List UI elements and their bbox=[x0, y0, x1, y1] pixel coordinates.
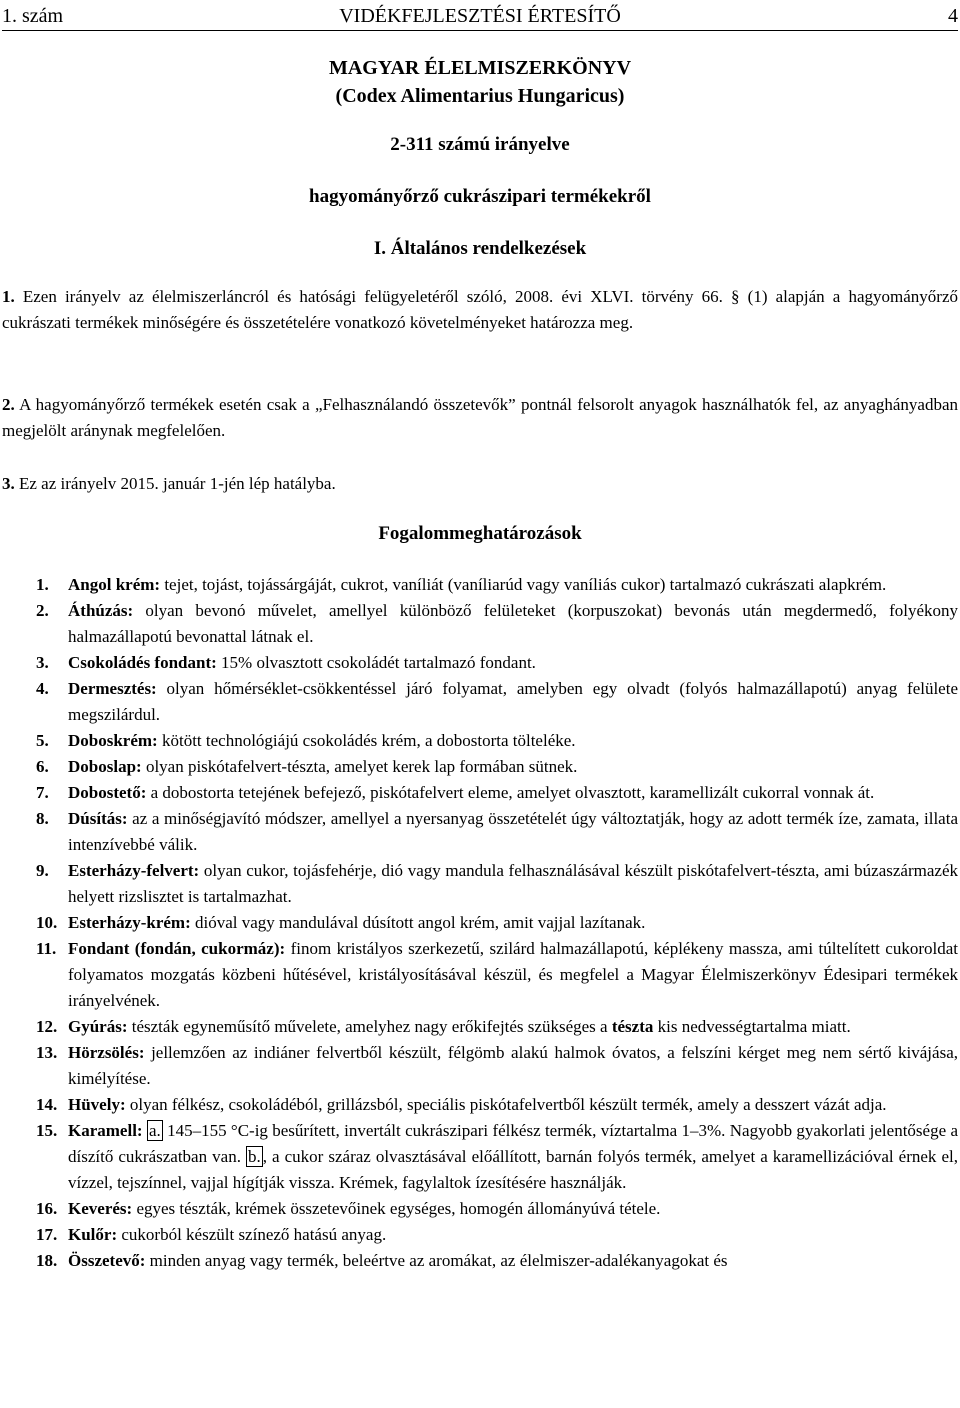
boxed-marker-a: a. bbox=[148, 1121, 161, 1140]
journal-title: VIDÉKFEJLESZTÉSI ÉRTESÍTŐ bbox=[339, 5, 621, 27]
definition-term: Esterházy-felvert: bbox=[68, 861, 200, 880]
definition-text: cukorból készült színező hatású anyag. bbox=[117, 1225, 387, 1244]
definition-text: kis nedvességtartalma miatt. bbox=[653, 1017, 851, 1036]
definition-item bbox=[2, 1222, 958, 1248]
provision-number: 1. bbox=[2, 287, 15, 306]
definition-text: olyan hőmérséklet-csökkentéssel járó folyamat, amelyben egy olvadt (folyós halmazállapotú) anyag felülete megszilárdul. bbox=[68, 679, 958, 724]
definition-item bbox=[2, 598, 958, 650]
boxed-marker-b: b. bbox=[248, 1147, 261, 1166]
definition-text: olyan félkész, csokoládéból, grillázsból, speciális piskótafelvertből készült termék, amely a desszert vázát adja. bbox=[125, 1095, 887, 1114]
definition-text: olyan bevonó művelet, amellyel különböző felületeket (korpuszokat) bevonás után megdermedő, folyékony halmazállapotú bevonattal látnak el. bbox=[68, 601, 958, 646]
definition-number: 17. bbox=[36, 1225, 58, 1244]
definition-number: 15. bbox=[36, 1121, 58, 1140]
definition-item bbox=[2, 910, 958, 936]
definition-number: 5. bbox=[36, 731, 49, 750]
definition-term: Karamell: bbox=[68, 1121, 143, 1140]
definition-item bbox=[2, 1118, 958, 1196]
definition-number: 1. bbox=[36, 575, 49, 594]
section-sign: § bbox=[731, 287, 740, 306]
provision-number: 3. bbox=[2, 474, 15, 493]
definition-text: olyan piskótafelvert-tészta, amelyet kerek lap formában sütnek. bbox=[141, 757, 578, 776]
definition-term: Dermesztés: bbox=[68, 679, 157, 698]
definition-item bbox=[2, 572, 958, 598]
definition-text: , a cukor száraz olvasztásával előállított, barnán folyós termék, amelyet a karamellizációval érnek el, vízzel, tejszínnel, vajjal hígítják vissza. Krémek, fagylaltok ízesítésére használják. bbox=[68, 1147, 958, 1192]
definition-text: jellemzően az indiáner felvertből készült, félgömb alakú halmok óvatos, a felszíni kérget meg nem sértő kivájása, kimélyítése. bbox=[68, 1043, 958, 1088]
definition-term: Csokoládés fondant: bbox=[68, 653, 217, 672]
definition-term: Gyúrás: bbox=[68, 1017, 128, 1036]
definition-text: tejet, tojást, tojássárgáját, cukrot, vaníliát (vaníliarúd vagy vaníliás cukor) tartalmazó cukrászati alapkrém. bbox=[160, 575, 887, 594]
definition-item bbox=[2, 1196, 958, 1222]
definition-item bbox=[2, 754, 958, 780]
definition-item bbox=[2, 806, 958, 858]
definition-term: Esterházy-krém: bbox=[68, 913, 191, 932]
section-heading: I. Általános rendelkezések bbox=[373, 238, 587, 259]
definition-item bbox=[2, 936, 958, 1014]
definition-term: Keverés: bbox=[68, 1199, 133, 1218]
definition-emphasis: tészta bbox=[611, 1017, 654, 1036]
provision-number: 2. bbox=[2, 395, 15, 414]
definition-item bbox=[2, 650, 958, 676]
directive-subject: hagyományőrző cukrászipari termékekről bbox=[309, 186, 651, 207]
provision-text: Ez az irányelv 2015. január 1-jén lép hatályba. bbox=[14, 474, 336, 493]
definition-term: Hörzsölés: bbox=[68, 1043, 145, 1062]
definition-item bbox=[2, 858, 958, 910]
general-provision-1 bbox=[2, 284, 958, 336]
running-header bbox=[2, 4, 958, 31]
definition-term: Hüvely: bbox=[68, 1095, 126, 1114]
provision-text: (1) alapján a hagyományőrző cukrászati termékek minőségére és összetételére vonatkozó követelményeket határozza meg. bbox=[2, 287, 958, 332]
definition-item bbox=[2, 780, 958, 806]
definition-number: 18. bbox=[36, 1251, 58, 1270]
definition-number: 6. bbox=[36, 757, 49, 776]
issue-number: 1. szám bbox=[2, 5, 64, 27]
definition-number: 14. bbox=[36, 1095, 58, 1114]
definition-number: 9. bbox=[36, 861, 49, 880]
definition-text: olyan cukor, tojásfehérje, dió vagy mandula felhasználásával készült piskótafelvert-tészta, ami búzaszármazék helyett rizslisztet is tartalmazhat. bbox=[68, 861, 958, 906]
definition-text: finom kristályos szerkezetű, szilárd halmazállapotú, képlékeny massza, ami túltelített cukoroldat folyamatos mozgatás közbeni hűtésével, kristályosításával készül, és megfelel a Magyar Élelmiszerkönyv Édesipari termékek irányelvének. bbox=[68, 939, 958, 1010]
codex-title: MAGYAR ÉLELMISZERKÖNYV bbox=[328, 57, 632, 79]
definition-number: 2. bbox=[36, 601, 49, 620]
definition-term: Doboskrém: bbox=[68, 731, 158, 750]
definition-text: a dobostorta tetejének befejező, piskótafelvert eleme, amelyet olvasztott, karamellizált cukorral vonnak át. bbox=[146, 783, 875, 802]
definition-text: minden anyag vagy termék, beleértve az aromákat, az élelmiszer-adalékanyagokat és bbox=[145, 1251, 728, 1270]
general-provision-3 bbox=[2, 471, 958, 497]
definition-item bbox=[2, 676, 958, 728]
definition-number: 4. bbox=[36, 679, 49, 698]
definitions-list bbox=[2, 572, 958, 1274]
definition-term: Doboslap: bbox=[68, 757, 142, 776]
definition-number: 3. bbox=[36, 653, 49, 672]
definition-term: Összetevő: bbox=[68, 1251, 146, 1270]
definition-term: Dobostető: bbox=[68, 783, 147, 802]
definition-text: tészták egyneműsítő művelete, amelyhez nagy erőkifejtés szükséges a bbox=[127, 1017, 612, 1036]
definition-number: 10. bbox=[36, 913, 58, 932]
definition-text: az a minőségjavító módszer, amellyel a nyersanyag összetételét úgy változtatják, hogy az adott termék íze, zamata, illata intenzívebbé válik. bbox=[68, 809, 958, 854]
definition-number: 8. bbox=[36, 809, 49, 828]
definition-term: Angol krém: bbox=[68, 575, 161, 594]
definition-item bbox=[2, 1248, 958, 1274]
definition-text: 15% olvasztott csokoládét tartalmazó fondant. bbox=[216, 653, 536, 672]
general-provision-2 bbox=[2, 392, 958, 444]
definition-item bbox=[2, 1040, 958, 1092]
definition-text: 145–155 °C-ig besűrített, invertált cukrászipari félkész termék, víztartalma 1–3%. Nagyobb gyakorlati jelentősége a díszítő cukrászatban van. bbox=[68, 1121, 959, 1166]
definition-term: Fondant (fondán, cukormáz): bbox=[68, 939, 286, 958]
definition-number: 16. bbox=[36, 1199, 58, 1218]
definition-text: dióval vagy mandulával dúsított angol krém, amit vajjal lazítanak. bbox=[190, 913, 646, 932]
definition-term: Áthúzás: bbox=[68, 601, 134, 620]
directive-number: 2-311 számú irányelve bbox=[390, 134, 570, 155]
definition-text: egyes tészták, krémek összetevőinek egységes, homogén állományúvá tétele. bbox=[132, 1199, 661, 1218]
page-number: 4 bbox=[948, 5, 958, 27]
definitions-heading: Fogalommeghatározások bbox=[378, 523, 582, 544]
definition-number: 7. bbox=[36, 783, 49, 802]
definition-text: kötött technológiájú csokoládés krém, a dobostorta tölteléke. bbox=[157, 731, 576, 750]
definition-item bbox=[2, 1014, 958, 1040]
definition-term: Dúsítás: bbox=[68, 809, 128, 828]
definition-item bbox=[2, 1092, 958, 1118]
definition-item bbox=[2, 728, 958, 754]
codex-subtitle: (Codex Alimentarius Hungaricus) bbox=[335, 85, 625, 107]
provision-text: A hagyományőrző termékek esetén csak a „Felhasználandó összetevők” pontnál felsorolt anyagok használhatók fel, az anyaghányadban megjelölt aránynak megfelelően. bbox=[2, 395, 958, 440]
definition-number: 13. bbox=[36, 1043, 58, 1062]
provision-text: Ezen irányelv az élelmiszerláncról és hatósági felügyeletéről szóló, 2008. évi XLVI. törvény 66. bbox=[14, 287, 732, 306]
definition-term: Kulőr: bbox=[68, 1225, 118, 1244]
definition-number: 11. bbox=[36, 939, 57, 958]
definition-number: 12. bbox=[36, 1017, 58, 1036]
